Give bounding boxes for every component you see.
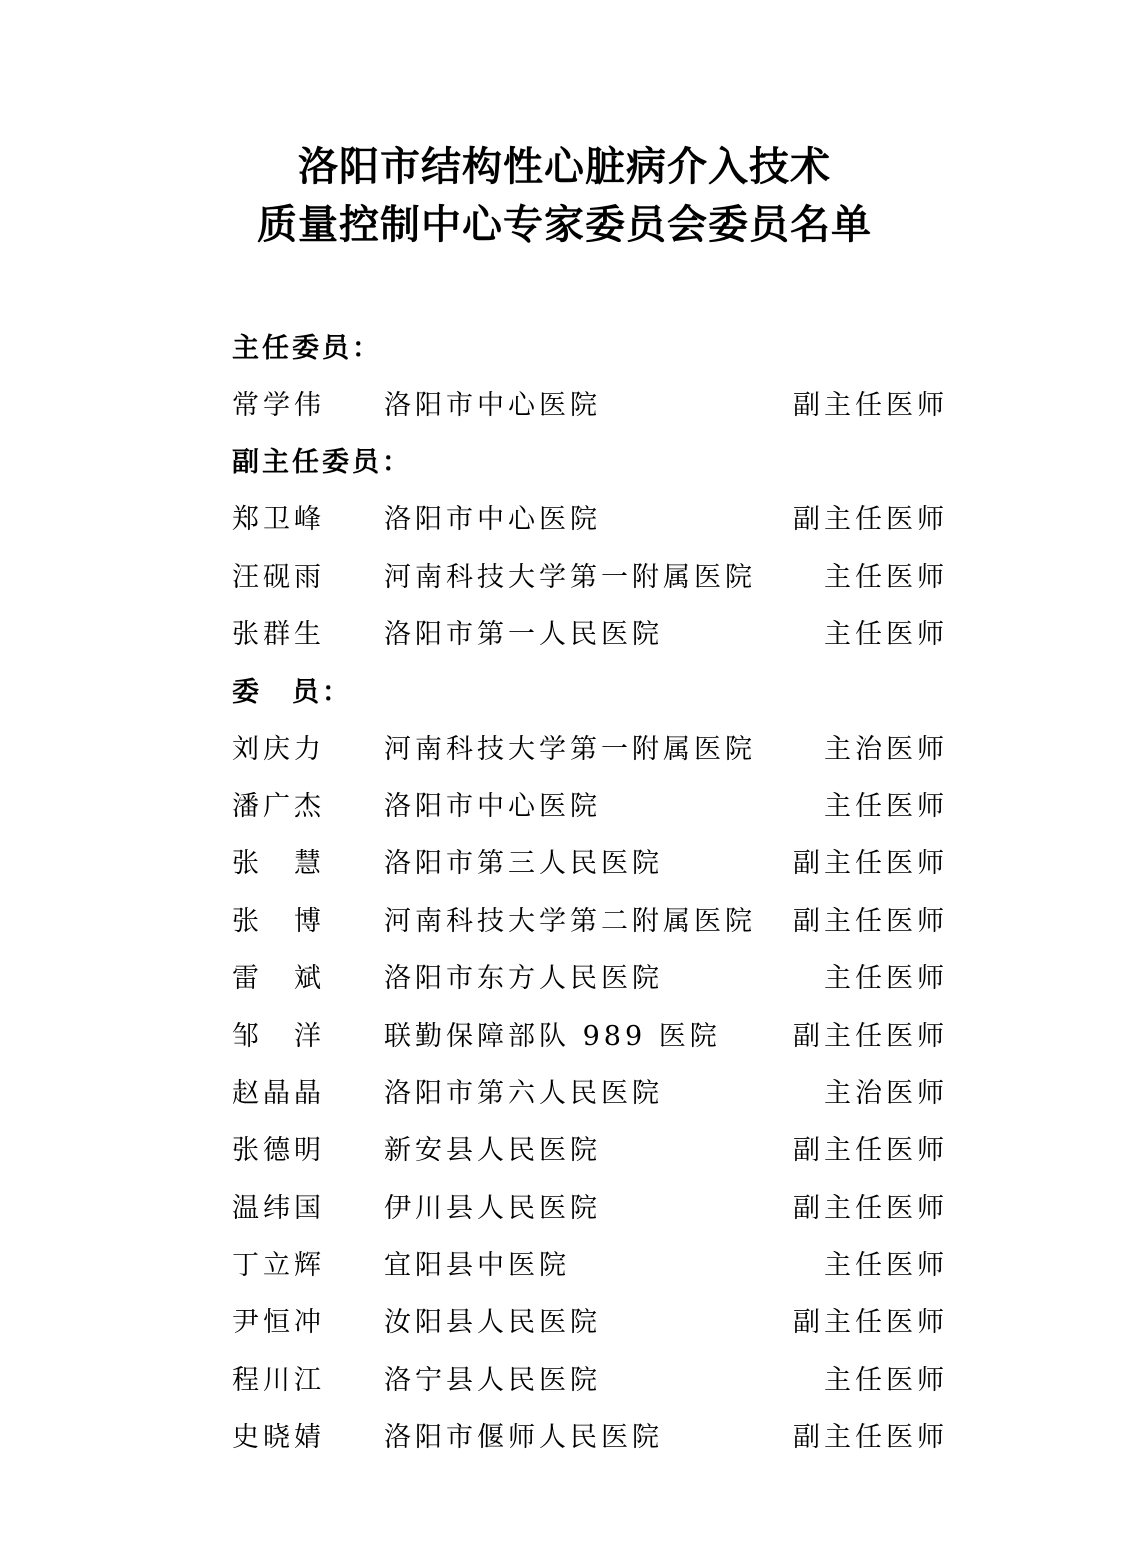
member-name: 赵晶晶 bbox=[232, 1077, 325, 1109]
member-title: 副主任医师 bbox=[793, 1192, 948, 1224]
member-title: 副主任医师 bbox=[793, 1307, 948, 1339]
member-row bbox=[232, 1008, 952, 1065]
member-row bbox=[232, 1409, 952, 1466]
member-row bbox=[232, 1122, 952, 1179]
member-hospital: 洛宁县人民医院 bbox=[384, 1364, 601, 1396]
section-heading: 主任委员： bbox=[232, 333, 382, 364]
member-row bbox=[232, 491, 952, 548]
member-name: 张 慧 bbox=[232, 848, 325, 880]
section-heading: 副主任委员： bbox=[232, 447, 412, 479]
member-name: 张群生 bbox=[232, 619, 325, 651]
member-name: 常学伟 bbox=[232, 390, 325, 421]
member-row bbox=[232, 778, 952, 835]
member-row bbox=[232, 549, 952, 606]
member-title: 主治医师 bbox=[824, 733, 948, 765]
member-hospital: 河南科技大学第一附属医院 bbox=[384, 733, 756, 765]
member-row bbox=[232, 950, 952, 1007]
member-row bbox=[232, 893, 952, 950]
member-title: 副主任医师 bbox=[793, 848, 948, 880]
member-name: 温纬国 bbox=[232, 1192, 325, 1224]
member-title: 主任医师 bbox=[824, 1250, 948, 1282]
document-title-line-2: 质量控制中心专家委员会委员名单 bbox=[257, 201, 872, 248]
member-title: 副主任医师 bbox=[793, 1020, 948, 1052]
member-hospital: 河南科技大学第一附属医院 bbox=[384, 561, 756, 593]
member-title: 主任医师 bbox=[824, 1364, 948, 1396]
member-row bbox=[232, 1294, 952, 1351]
member-title: 主任医师 bbox=[824, 790, 948, 822]
member-name: 雷 斌 bbox=[232, 963, 325, 995]
member-hospital: 宜阳县中医院 bbox=[384, 1250, 570, 1282]
member-row bbox=[232, 1352, 952, 1409]
member-name: 邹 洋 bbox=[232, 1020, 325, 1052]
member-name: 张 博 bbox=[232, 905, 325, 937]
member-title: 副主任医师 bbox=[793, 504, 948, 536]
member-name: 潘广杰 bbox=[232, 790, 325, 822]
member-hospital: 洛阳市东方人民医院 bbox=[384, 963, 663, 995]
member-name: 史晓婧 bbox=[232, 1422, 325, 1454]
member-hospital: 伊川县人民医院 bbox=[384, 1192, 601, 1224]
section-heading: 委 员： bbox=[232, 676, 352, 708]
document-title-line-1: 洛阳市结构性心脏病介入技术 bbox=[298, 143, 831, 190]
member-row bbox=[232, 377, 952, 434]
member-title: 主治医师 bbox=[824, 1077, 948, 1109]
member-hospital: 联勤保障部队 989 医院 bbox=[384, 1020, 721, 1052]
member-name: 郑卫峰 bbox=[232, 504, 325, 536]
member-title: 主任医师 bbox=[824, 963, 948, 995]
member-row bbox=[232, 606, 952, 663]
member-name: 丁立辉 bbox=[232, 1250, 325, 1282]
member-title: 主任医师 bbox=[824, 619, 948, 651]
member-hospital: 洛阳市中心医院 bbox=[384, 390, 601, 421]
member-hospital: 汝阳县人民医院 bbox=[384, 1307, 601, 1339]
member-row bbox=[232, 721, 952, 778]
member-title: 副主任医师 bbox=[793, 1422, 948, 1454]
member-row bbox=[232, 835, 952, 892]
member-name: 尹恒冲 bbox=[232, 1307, 325, 1339]
member-hospital: 河南科技大学第二附属医院 bbox=[384, 905, 756, 937]
member-name: 张德明 bbox=[232, 1135, 325, 1167]
member-title: 副主任医师 bbox=[793, 1135, 948, 1167]
member-hospital: 新安县人民医院 bbox=[384, 1135, 601, 1167]
member-row bbox=[232, 1065, 952, 1122]
member-title: 副主任医师 bbox=[793, 390, 948, 421]
member-list bbox=[232, 320, 952, 1467]
member-hospital: 洛阳市第三人民医院 bbox=[384, 848, 663, 880]
member-hospital: 洛阳市第一人民医院 bbox=[384, 619, 663, 651]
member-hospital: 洛阳市中心医院 bbox=[384, 504, 601, 536]
member-row bbox=[232, 1237, 952, 1294]
member-name: 程川江 bbox=[232, 1364, 325, 1396]
member-title: 副主任医师 bbox=[793, 905, 948, 937]
member-title: 主任医师 bbox=[824, 561, 948, 593]
member-name: 刘庆力 bbox=[232, 733, 325, 765]
member-hospital: 洛阳市中心医院 bbox=[384, 790, 601, 822]
member-row bbox=[232, 1180, 952, 1237]
member-name: 汪砚雨 bbox=[232, 561, 325, 593]
member-hospital: 洛阳市偃师人民医院 bbox=[384, 1422, 663, 1454]
member-hospital: 洛阳市第六人民医院 bbox=[384, 1077, 663, 1109]
